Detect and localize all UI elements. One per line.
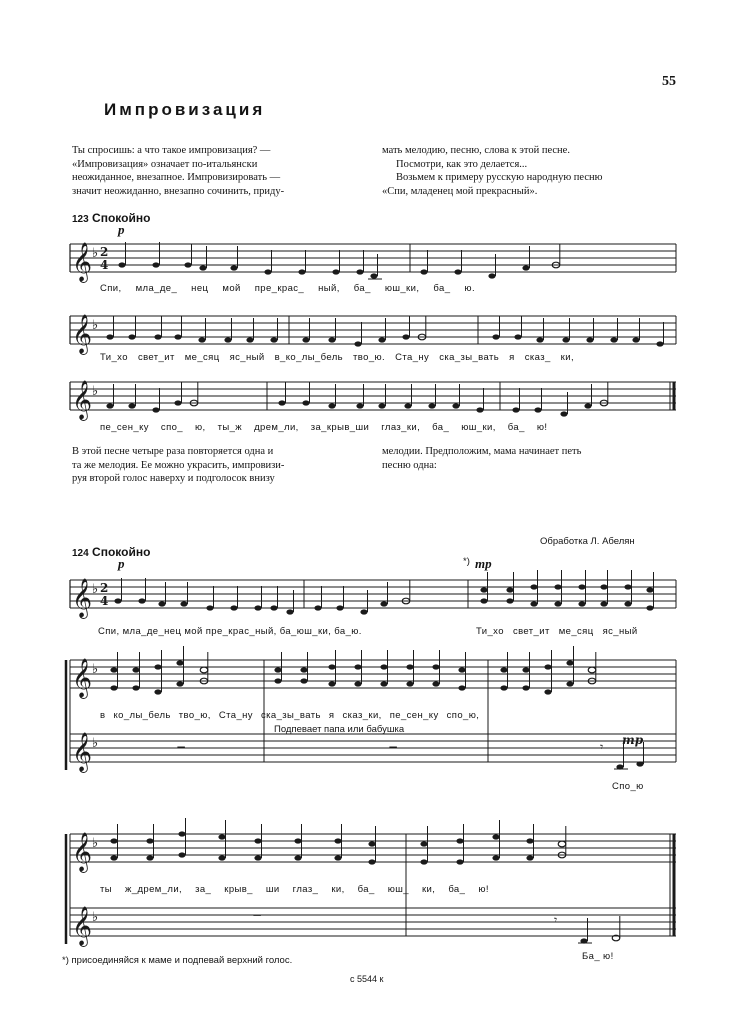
staff-lines (70, 316, 676, 344)
treble-clef-icon: 𝄞 (72, 314, 93, 354)
dynamic-marking: p (118, 222, 125, 237)
time-signature-top: 2 (100, 581, 109, 595)
flat-icon: ♭ (92, 736, 99, 751)
text-line: мелодии. Предположим, мама начинает петь (382, 446, 582, 457)
treble-clef-icon: 𝄞 (72, 832, 93, 872)
notes (110, 646, 595, 695)
page-title: Импровизация (104, 100, 266, 119)
flat-icon: ♭ (92, 318, 99, 333)
text-line: неожиданное, внезапное. Импровизировать — (72, 172, 281, 183)
middle-left-paragraph (72, 445, 362, 486)
text-line: Возьмем к примеру русскую народную песню (396, 172, 603, 183)
staff-lines (70, 660, 676, 688)
example-123-heading (72, 211, 150, 225)
lyrics-line: Ти_хо свет_ит ме_сяц яс_ный в_ко_лы_бель тво_ю. Ста_ну ска_зы_вать я сказ_ ки, (100, 352, 574, 363)
notes (118, 242, 559, 279)
music-staff-123-3 (70, 378, 676, 418)
text-line: Посмотри, как это делается... (396, 158, 528, 170)
notes (106, 316, 663, 347)
treble-clef-icon: 𝄞 (72, 578, 93, 618)
whole-rest-icon: − (388, 740, 399, 754)
lyrics-line: Спи, мла_де_нец мой пре_крас_ный, ба_юш_ки, ба_ю. (98, 626, 362, 637)
tempo-marking: Спокойно (92, 545, 151, 559)
staff-lines (70, 908, 676, 936)
performance-note: Подпевает папа или бабушка (274, 724, 405, 735)
lyrics-line: пе_сен_ку спо_ ю, ты_ж дрем_ли, за_крыв_ши глаз_ки, ба_ юш_ки, ба_ ю! (100, 422, 548, 433)
staff-lines (70, 734, 676, 762)
notes (578, 916, 620, 944)
tempo-marking: Спокойно (92, 211, 151, 225)
middle-right-paragraph (382, 445, 672, 472)
example-number: 123 (72, 214, 89, 225)
music-staff-123-2 (70, 312, 676, 352)
staff-lines (70, 244, 676, 272)
text-line: значит неожиданно, внезапно сочинить, приду- (72, 185, 285, 197)
treble-clef-icon: 𝄞 (72, 658, 93, 698)
catalog-number: с 5544 к (350, 974, 384, 984)
text-line: «Импровизация» означает по-итальянски (72, 158, 258, 170)
dynamic-mp: mp (622, 733, 644, 747)
intro-right-paragraph (382, 144, 672, 198)
whole-rest-icon: − (176, 740, 187, 754)
text-line: «Спи, младенец мой прекрасный». (382, 185, 538, 197)
staff-lines (70, 834, 676, 862)
example-124-heading (72, 545, 150, 559)
dynamic-marking: p (118, 556, 125, 571)
text-line: песню одна: (382, 459, 437, 471)
lyrics-line: Спи, мла_де_ нец мой пре_крас_ ный, ба_ юш_ки, ба_ ю. (100, 283, 475, 294)
flat-icon: ♭ (92, 582, 99, 597)
treble-clef-icon: 𝄞 (72, 242, 93, 282)
music-staff-124-1 (70, 576, 676, 620)
text-line: Ты спросишь: а что такое импровизация? — (72, 145, 271, 156)
text-line: мать мелодию, песню, слова к этой песне. (382, 145, 570, 156)
lyrics-line: Ти_хо свет_ит ме_сяц яс_ный (476, 626, 638, 637)
time-signature-bottom: 4 (100, 258, 109, 272)
whole-rest-icon: − (252, 908, 263, 922)
time-signature-bottom: 4 (100, 594, 109, 608)
intro-left-paragraph (72, 144, 362, 198)
footnote-marker: *) (62, 955, 69, 966)
treble-clef-icon: 𝄞 (72, 732, 93, 772)
text-line: руя второй голос наверху и подголосок внизу (72, 473, 275, 484)
lyrics-line: Ба_ ю! (582, 951, 614, 962)
flat-icon: ♭ (92, 910, 99, 925)
dynamic-marking: mp (475, 556, 492, 571)
footnote (62, 955, 292, 966)
page-number: 55 (662, 74, 676, 89)
footnote-text: присоединяйся к маме и подпевай верхний голос. (71, 955, 293, 966)
flat-icon: ♭ (92, 836, 99, 851)
music-staff-123-1 (70, 240, 676, 280)
flat-icon: ♭ (92, 662, 99, 677)
text-line: В этой песне четыре раза повторяется одна и (72, 446, 274, 457)
eighth-rest-icon: 𝄾 (600, 740, 604, 754)
notes (106, 382, 607, 417)
flat-icon: ♭ (92, 384, 99, 399)
text-line: та же мелодия. Ее можно украсить, импровизи- (72, 459, 285, 471)
lyrics-line: в ко_лы_бель тво_ю, Ста_ну ска_зы_вать я сказ_ки, пе_сен_ку спо_ю, (100, 710, 480, 721)
lyrics-line: Спо_ю (612, 781, 644, 792)
footnote-marker: *) (463, 556, 470, 567)
time-signature-top: 2 (100, 245, 109, 259)
arranger-credit: Обработка Л. Абелян (540, 536, 635, 547)
treble-clef-icon: 𝄞 (72, 906, 93, 946)
treble-clef-icon: 𝄞 (72, 380, 93, 420)
eighth-rest-icon: 𝄾 (554, 913, 558, 927)
flat-icon: ♭ (92, 246, 99, 261)
lyrics-line: ты ж_дрем_ли, за_ крыв_ ши глаз_ ки, ба_ юш_ ки, ба_ ю! (100, 884, 489, 895)
example-number: 124 (72, 548, 89, 559)
